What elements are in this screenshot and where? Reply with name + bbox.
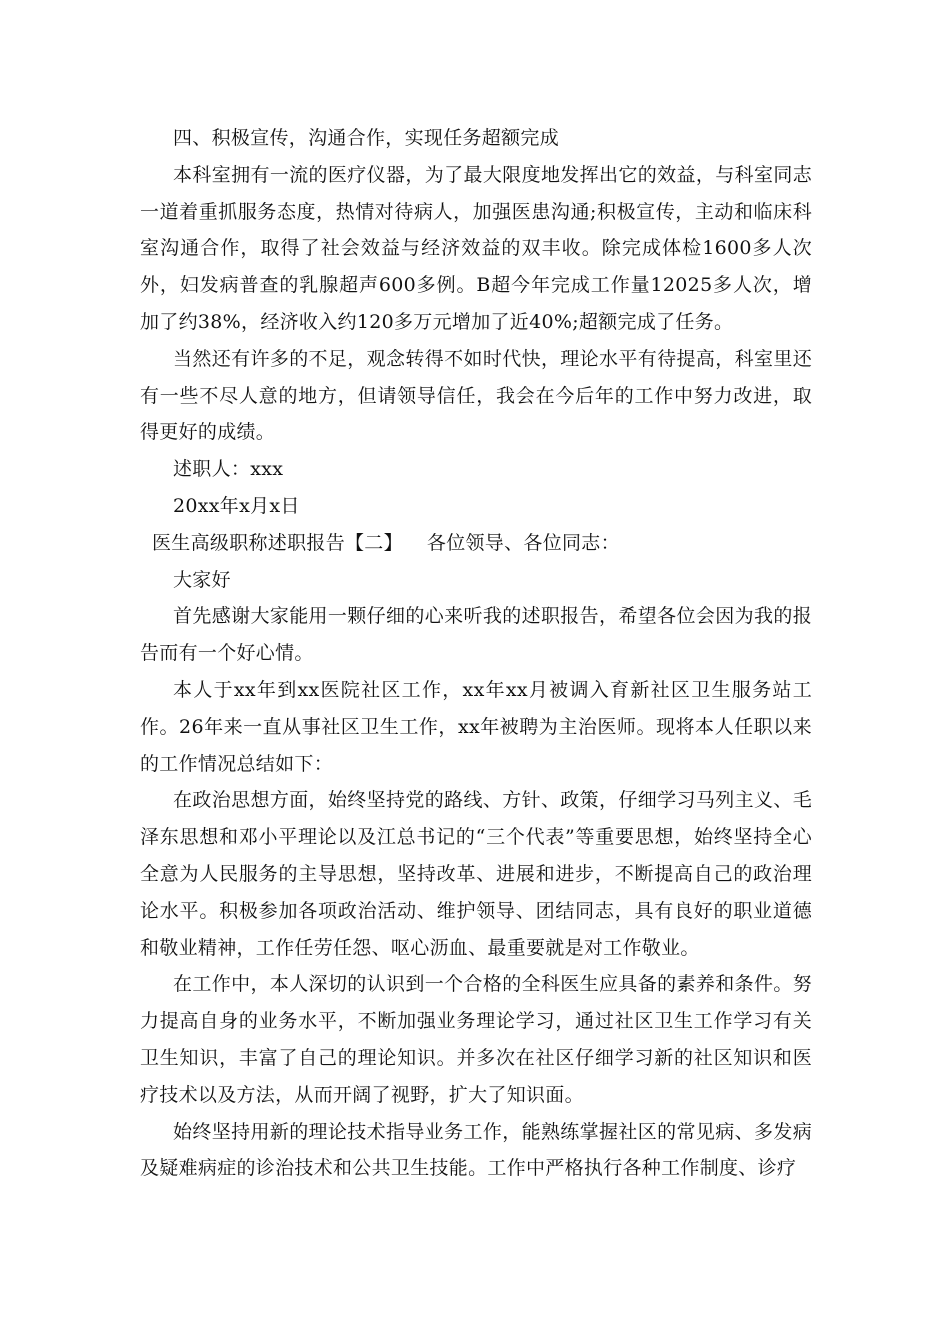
document-body: [140, 120, 812, 1187]
salutation: 各位领导、各位同志：: [426, 531, 620, 554]
date-line: 20xx年x月x日: [173, 494, 300, 517]
paragraph: 始终坚持用新的理论技术指导业务工作，能熟练掌握社区的常见病、多发病及疑难病症的诊治技术和公共卫生技能。工作中严格执行各种工作制度、诊疗: [140, 1120, 812, 1180]
report-title: 医生高级职称述职报告【二】: [152, 531, 403, 554]
report-title-line: [140, 525, 812, 562]
section-heading: 四、积极宣传，沟通合作，实现任务超额完成: [173, 127, 560, 149]
signature-line: 述职人：xxx: [173, 458, 284, 481]
paragraph: 当然还有许多的不足，观念转得不如时代快，理论水平有待提高，科室里还有一些不尽人意的地方，但请领导信任，我会在今后年的工作中努力改进，取得更好的成绩。: [140, 347, 812, 444]
paragraph: 本人于xx年到xx医院社区工作，xx年xx月被调入育新社区卫生服务站工作。26年来一直从事社区卫生工作，xx年被聘为主治医师。现将本人任职以来的工作情况总结如下：: [140, 678, 812, 775]
paragraph: 在政治思想方面，始终坚持党的路线、方针、政策，仔细学习马列主义、毛泽东思想和邓小平理论以及江总书记的“三个代表”等重要思想，始终坚持全心全意为人民服务的主导思想，坚持改革、进展和进步，不断提高自己的政治理论水平。积极参加各项政治活动、维护领导、团结同志，具有良好的职业道德和敬业精神，工作任劳任怨、呕心沥血、最重要就是对工作敬业。: [140, 789, 812, 959]
paragraph: 本科室拥有一流的医疗仪器，为了最大限度地发挥出它的效益，与科室同志一道着重抓服务态度，热情对待病人，加强医患沟通;积极宣传，主动和临床科室沟通合作，取得了社会效益与经济效益的双丰收。除完成体检1600多人次外，妇发病普查的乳腺超声600多例。B超今年完成工作量12025多人次，增加了约38%，经济收入约120多万元增加了近40%;超额完成了任务。: [140, 163, 812, 333]
paragraph: 在工作中，本人深切的认识到一个合格的全科医生应具备的素养和条件。努力提高自身的业务水平，不断加强业务理论学习，通过社区卫生工作学习有关卫生知识，丰富了自己的理论知识。并多次在社区仔细学习新的社区知识和医疗技术以及方法，从而开阔了视野，扩大了知识面。: [140, 973, 812, 1106]
greeting: 大家好: [173, 568, 231, 591]
paragraph: 首先感谢大家能用一颗仔细的心来听我的述职报告，希望各位会因为我的报告而有一个好心情。: [140, 605, 812, 665]
